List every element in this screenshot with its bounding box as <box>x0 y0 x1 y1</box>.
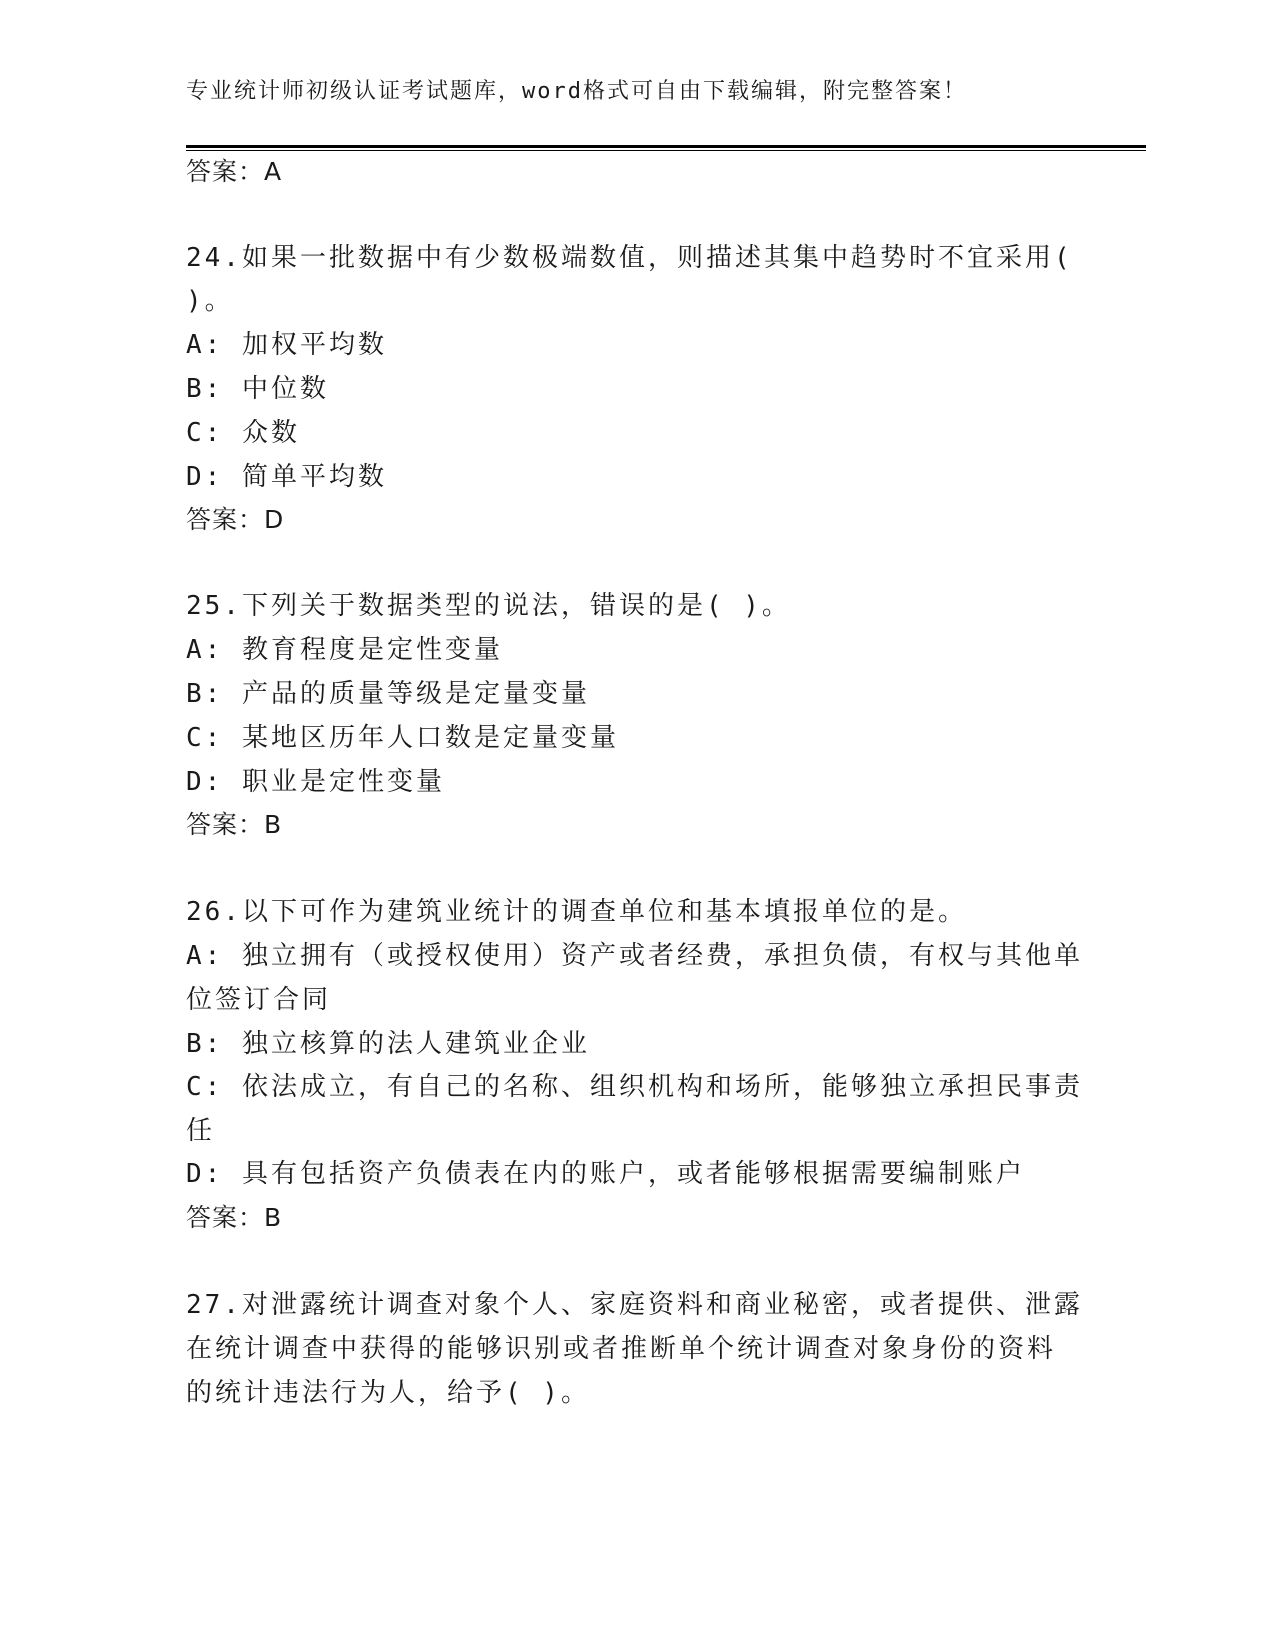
option-c <box>186 1071 1083 1103</box>
option-label: B: <box>186 374 224 404</box>
option-text: 依法成立，有自己的名称、组织机构和场所，能够独立承担民事责 <box>241 1072 1083 1102</box>
option-b <box>186 678 590 710</box>
option-a <box>186 634 503 666</box>
option-label: C: <box>186 418 224 448</box>
question-27-stem <box>186 1289 1083 1321</box>
answer-line: 答案：B <box>186 810 283 839</box>
option-label: A: <box>186 941 224 971</box>
option-label: B: <box>186 679 224 709</box>
option-label: B: <box>186 1029 224 1059</box>
page-header: 专业统计师初级认证考试题库，word格式可自由下载编辑，附完整答案！ <box>186 79 967 104</box>
option-text: 某地区历年人口数是定量变量 <box>241 723 619 753</box>
option-d <box>186 1158 1025 1190</box>
option-a <box>186 940 1083 972</box>
option-d <box>186 461 387 493</box>
option-a <box>186 329 387 361</box>
option-c <box>186 722 619 754</box>
option-label: C: <box>186 723 224 753</box>
option-text: 教育程度是定性变量 <box>241 635 503 665</box>
option-d <box>186 766 445 798</box>
option-text: 职业是定性变量 <box>241 767 445 797</box>
answer-line: 答案：A <box>186 157 283 186</box>
option-label: A: <box>186 635 224 665</box>
question-27-stem-cont: 在统计调查中获得的能够识别或者推断单个统计调查对象身份的资料 <box>186 1334 1057 1364</box>
question-text: 下列关于数据类型的说法，错误的是( )。 <box>241 591 791 621</box>
answer-line: 答案：B <box>186 1203 283 1232</box>
option-text: 简单平均数 <box>241 462 387 492</box>
option-text: 独立拥有（或授权使用）资产或者经费，承担负债，有权与其他单 <box>241 941 1083 971</box>
option-label: D: <box>186 767 224 797</box>
option-text: 独立核算的法人建筑业企业 <box>241 1029 590 1059</box>
option-label: D: <box>186 462 224 492</box>
question-text: 以下可作为建筑业统计的调查单位和基本填报单位的是。 <box>241 897 967 927</box>
question-text: 如果一批数据中有少数极端数值，则描述其集中趋势时不宜采用( <box>241 243 1073 273</box>
question-number: 24. <box>186 243 242 273</box>
question-number: 26. <box>186 897 242 927</box>
question-number: 25. <box>186 591 242 621</box>
option-label: A: <box>186 330 224 360</box>
question-27-stem-cont: 的统计违法行为人，给予( )。 <box>186 1378 590 1408</box>
question-24-stem <box>186 242 1073 274</box>
header-rule-thick <box>186 145 1146 148</box>
option-c-cont: 任 <box>186 1116 216 1146</box>
option-text: 产品的质量等级是定量变量 <box>241 679 590 709</box>
question-25-stem <box>186 590 791 622</box>
option-text: 加权平均数 <box>241 330 387 360</box>
option-b <box>186 1028 590 1060</box>
option-label: D: <box>186 1159 224 1189</box>
question-number: 27. <box>186 1290 242 1320</box>
option-b <box>186 373 329 405</box>
header-rule-thin <box>186 150 1146 151</box>
answer-line: 答案：D <box>186 505 285 534</box>
option-c <box>186 417 300 449</box>
option-text: 众数 <box>241 418 300 448</box>
option-a-cont: 位签订合同 <box>186 985 332 1015</box>
question-text: 对泄露统计调查对象个人、家庭资料和商业秘密，或者提供、泄露 <box>241 1290 1083 1320</box>
option-text: 中位数 <box>241 374 329 404</box>
option-text: 具有包括资产负债表在内的账户，或者能够根据需要编制账户 <box>241 1159 1025 1189</box>
option-label: C: <box>186 1072 224 1102</box>
question-26-stem <box>186 896 967 928</box>
question-24-stem-cont: )。 <box>186 286 234 316</box>
